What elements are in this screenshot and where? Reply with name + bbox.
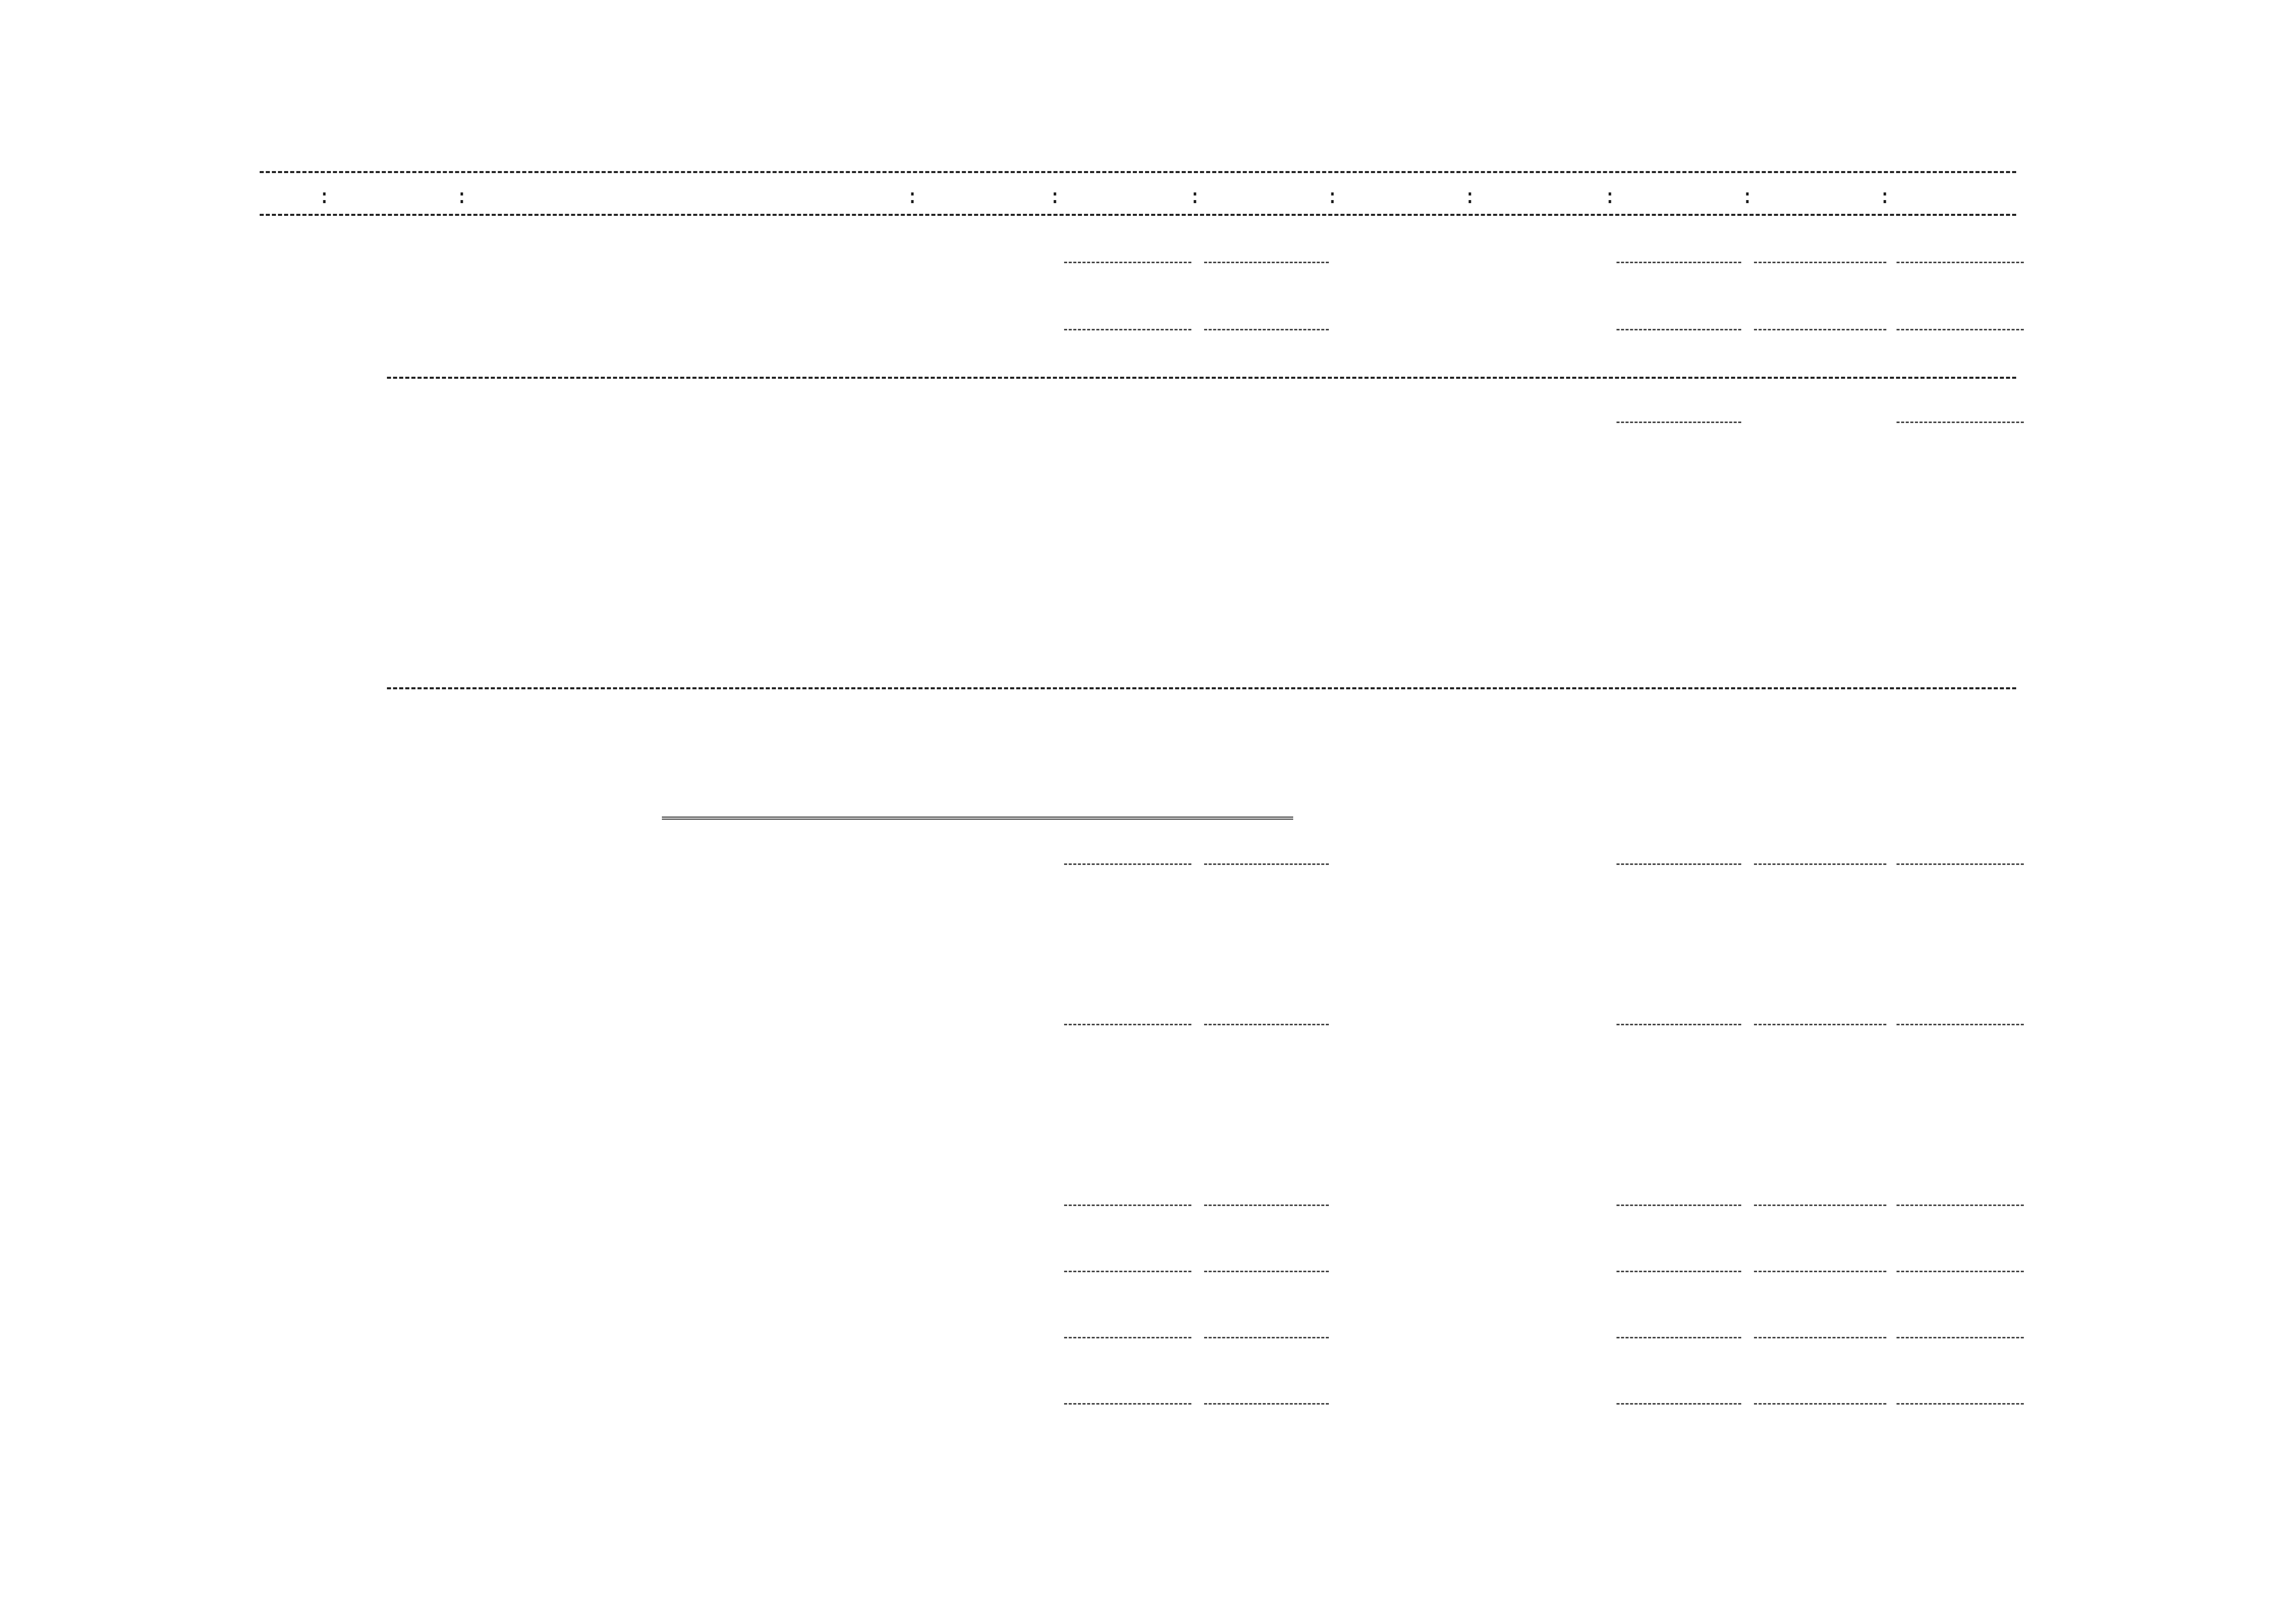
subtotal-rule [1204,863,1329,865]
subtotal-rule [1754,1337,1886,1338]
subtotal-rule [1064,863,1191,865]
column-separator: : [1741,185,1756,208]
subtotal-rule [1204,1337,1329,1338]
subtotal-rule [1204,329,1329,330]
subtotal-rule [1754,329,1886,330]
subtotal-rule [1754,1403,1886,1405]
column-separator: : [1189,185,1204,208]
column-separator: : [456,185,470,208]
header-rule-bottom [260,214,2016,216]
subtotal-rule [1617,863,1741,865]
section-rule [387,377,2016,379]
subtotal-rule [1617,1205,1741,1206]
column-separator: : [1879,185,1893,208]
subtotal-rule [1064,1271,1191,1272]
column-separator: : [1326,185,1341,208]
subtotal-rule [1897,1337,2024,1338]
subtotal-rule [1617,262,1741,263]
subtotal-rule [1617,329,1741,330]
column-separator: : [1464,185,1479,208]
subtotal-rule [1204,1271,1329,1272]
subtotal-rule [1897,1205,2024,1206]
subtotal-rule [1897,1403,2024,1405]
column-separator: : [1604,185,1619,208]
subtotal-rule [1064,1024,1191,1025]
subtotal-rule [1754,1205,1886,1206]
subtotal-rule [1064,1337,1191,1338]
subtotal-rule [1617,1403,1741,1405]
subtotal-rule [1617,1337,1741,1338]
subtotal-rule [1897,863,2024,865]
column-separator: : [318,185,333,208]
subtotal-rule [1064,262,1191,263]
subtotal-rule [1064,1205,1191,1206]
section-total-rule [387,687,2016,689]
subtotal-rule [1617,1271,1741,1272]
total-direct-rule [1897,422,2024,423]
total-direct-rule [1617,422,1741,423]
subtotal-rule [1897,1271,2024,1272]
subtotal-rule [1617,1024,1741,1025]
subtotal-rule [1204,262,1329,263]
subtotal-rule [1204,1403,1329,1405]
column-separator: : [1049,185,1064,208]
subtotal-rule [1754,1271,1886,1272]
subtotal-rule [1897,1024,2024,1025]
header-rule-top [260,171,2016,173]
subtotal-rule [1754,863,1886,865]
subtotal-rule [1204,1024,1329,1025]
subtotal-rule [1754,262,1886,263]
subtotal-rule [1204,1205,1329,1206]
subtotal-rule [1897,329,2024,330]
section-3-underline [662,817,1293,820]
subtotal-rule [1754,1024,1886,1025]
subtotal-rule [1897,262,2024,263]
column-separator: : [906,185,921,208]
subtotal-rule [1064,329,1191,330]
subtotal-rule [1064,1403,1191,1405]
